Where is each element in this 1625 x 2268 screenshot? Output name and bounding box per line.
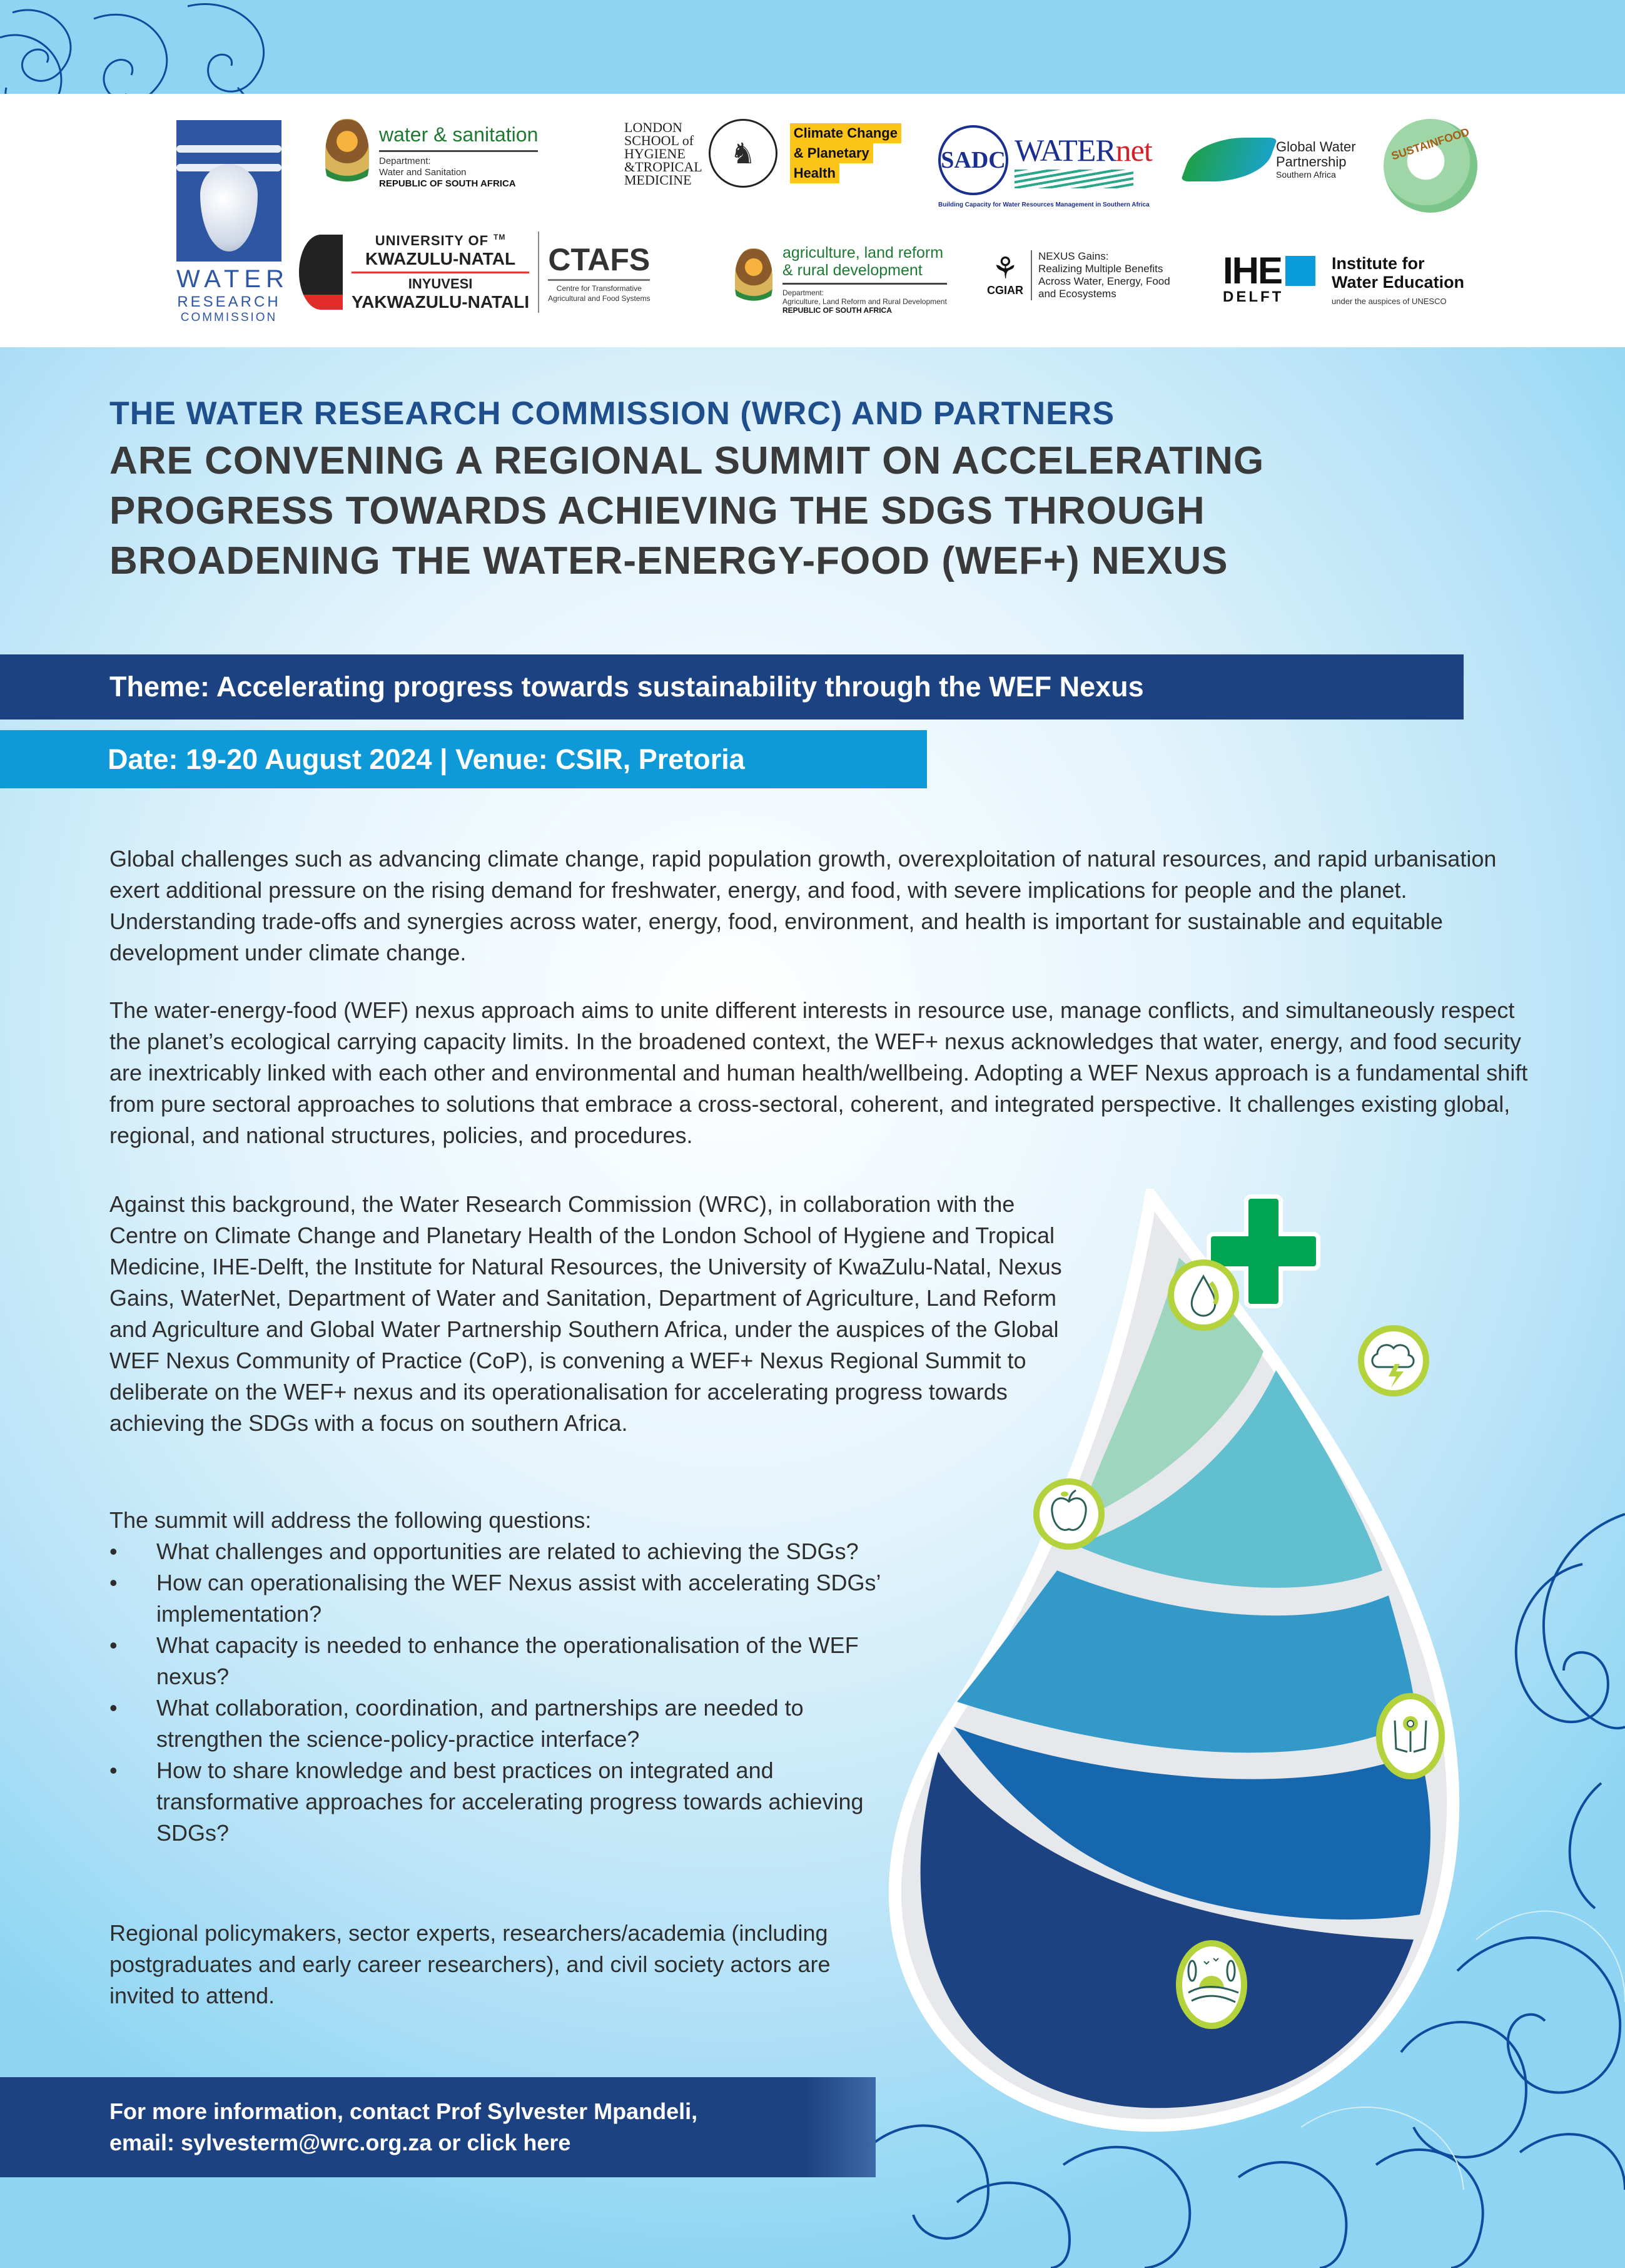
paragraph-global-challenges: Global challenges such as advancing climate change, rapid population growth, overexploitation of natural resources, and rapid urbanisation exert additional pressure on the rising demand for freshwater, energy, and food, with severe implications for people and the planet. Understanding trade-offs and synergies across water, energy, food, environment, and health is important for sustainable and equitable development under climate change. <box>109 846 1497 965</box>
list-item <box>109 1536 898 1567</box>
bullet-icon: • <box>109 1757 118 1783</box>
date-venue-banner <box>0 730 927 788</box>
ukzn-line: YAKWAZULU-NATALI <box>352 292 530 312</box>
ukzn-line: KWAZULU-NATAL <box>352 249 529 273</box>
brush-wave-icon <box>1180 138 1277 181</box>
gwp-region: Southern Africa <box>1276 170 1336 180</box>
list-item <box>109 1755 898 1849</box>
list-item <box>109 1692 898 1755</box>
landscape-icon <box>1179 1943 1244 2026</box>
dws-dept-label: Department: <box>379 156 431 166</box>
ihe-delft-logo[interactable] <box>1223 250 1465 306</box>
wrc-logo-text: WATER <box>176 265 289 293</box>
questions-intro: The summit will address the following questions: <box>109 1507 592 1533</box>
cgiar-name: CGIAR <box>987 283 1023 297</box>
partner-logo-strip <box>0 94 1625 347</box>
wheat-plant-icon: ⚘ <box>991 252 1019 285</box>
contact-text: For more information, contact Prof Sylvester Mpandeli, <box>109 2098 698 2124</box>
climate-centre-logo: Climate Change & Planetary Health <box>790 123 901 183</box>
wave-lines-icon <box>1015 170 1133 188</box>
paragraph-background: Against this background, the Water Research Commission (WRC), in collaboration with the Centre on Climate Change and Planetary Health of the London School of Hygiene and Tropical Medicine, IHE-Delft, the Institute for Natural Resources, the University of KwaZulu-Natal, Nexus Gains, WaterNet, Department of Water and Sanitation, Department of Agriculture, Land Reform and Agriculture and Global Water Partnership Southern Africa, under the auspices of the Global WEF Nexus Community of Practice (CoP), is convening a WEF+ Nexus Regional Summit to deliberate on the WEF+ nexus and its operationalisation for accelerating progress towards achieving the SDGs with a focus on southern Africa. <box>109 1191 1062 1436</box>
click-here-link[interactable]: click here <box>467 2130 571 2155</box>
wrc-logo-text: RESEARCH <box>177 293 281 310</box>
bullet-icon: • <box>109 1538 118 1564</box>
wef-nexus-drop-graphic <box>863 1189 1625 2268</box>
dws-logo[interactable] <box>325 119 538 194</box>
lshtm-logo[interactable] <box>624 119 901 188</box>
ihe-name: Institute for <box>1332 253 1425 273</box>
bullet-icon: • <box>109 1570 118 1595</box>
gwp-name: Partnership <box>1276 154 1347 170</box>
dws-dept-name: Water and Sanitation <box>379 167 467 178</box>
waternet-logo[interactable] <box>938 125 1152 208</box>
date-venue-text: Date: 19-20 August 2024 | Venue: CSIR, Pretoria <box>108 743 745 775</box>
ihe-name: Water Education <box>1332 272 1465 292</box>
question-text: What challenges and opportunities are related to achieving the SDGs? <box>156 1538 859 1564</box>
ihe-delft: DELFT <box>1223 288 1284 305</box>
dws-name: water & sanitation <box>379 123 538 152</box>
heading-title-line: PROGRESS TOWARDS ACHIEVING THE SDGS THROUGH <box>109 489 1205 532</box>
sustainfood-globe-logo[interactable] <box>1384 119 1477 213</box>
question-text: How can operationalising the WEF Nexus assist with accelerating SDGs’ implementation? <box>156 1570 881 1627</box>
gwp-name: Global Water <box>1276 139 1356 155</box>
dws-country: REPUBLIC OF SOUTH AFRICA <box>379 178 516 189</box>
page-heading <box>109 391 1548 586</box>
apple-icon <box>1036 1482 1101 1547</box>
contact-email-line <box>109 2127 876 2159</box>
wrc-drop-icon <box>176 120 281 262</box>
bullet-icon: • <box>109 1695 118 1721</box>
ukzn-shield-icon <box>299 235 343 310</box>
dalrrd-logo[interactable] <box>735 244 947 315</box>
coat-of-arms-icon <box>735 248 772 311</box>
heading-title-line: ARE CONVENING A REGIONAL SUMMIT ON ACCELERATING <box>109 439 1265 482</box>
lshtm-text: LONDON SCHOOL of HYGIENE &TROPICAL MEDICINE <box>624 119 702 188</box>
gwp-logo[interactable] <box>1188 138 1356 181</box>
ctafs-sub: Centre for Transformative <box>556 283 642 293</box>
ukzn-logo[interactable] <box>299 231 651 313</box>
dalrrd-dept-label: Department: <box>782 288 824 297</box>
question-text: What capacity is needed to enhance the operationalisation of the WEF nexus? <box>156 1632 859 1689</box>
question-text: How to share knowledge and best practices on integrated and transformative approaches for accelerating progress towards achieving SDGs? <box>156 1757 864 1846</box>
wrc-logo-text: COMMISSION <box>180 311 278 324</box>
ctafs-title: CTAFS <box>548 242 650 281</box>
list-item <box>109 1630 898 1692</box>
ihe-mark: IHE <box>1223 250 1282 292</box>
dalrrd-country: REPUBLIC OF SOUTH AFRICA <box>782 306 892 315</box>
ihe-tagline: under the auspices of UNESCO <box>1332 296 1447 306</box>
dalrrd-name: agriculture, land reform <box>782 244 944 262</box>
sustainfood-name: SUSTAINFOOD <box>1390 125 1471 163</box>
heading-title-line: BROADENING THE WATER-ENERGY-FOOD (WEF+) NEXUS <box>109 539 1228 582</box>
questions-list <box>109 1536 898 1849</box>
waternet-tagline: Building Capacity for Water Resources Management in Southern Africa <box>938 201 1150 208</box>
water-drop-icon <box>1171 1263 1236 1328</box>
horse-chariot-seal-icon: ♞ <box>709 119 777 188</box>
list-item <box>109 1567 898 1630</box>
paragraph-wef-nexus: The water-energy-food (WEF) nexus approach aims to unite different interests in resource use, manage conflicts, and simultaneously respect the planet’s ecological carrying capacity limits. In the broadened context, the WEF+ nexus acknowledges that water, energy, and food security are inextricably linked with each other and environmental and human health/wellbeing. Adopting a WEF Nexus approach is a fundamental shift from pure sectoral approaches to solutions that embrace a cross-sectoral, coherent, and integrated perspective. It challenges existing global, regional, and national structures, policies, and procedures. <box>109 997 1528 1148</box>
nexus-gains-text: NEXUS Gains: Realizing Multiple Benefits Across Water, Energy, Food and Ecosystems <box>1031 250 1170 300</box>
hands-flower-icon <box>1379 1696 1442 1776</box>
blue-square-icon <box>1285 256 1315 286</box>
divider <box>538 231 539 313</box>
coat-of-arms-icon <box>325 119 369 194</box>
paragraph-invitation: Regional policymakers, sector experts, researchers/academia (including postgraduates and early career researchers), and civil society actors are invited to attend. <box>109 1920 831 2008</box>
ukzn-line: UNIVERSITY OF <box>375 232 489 248</box>
cgiar-nexus-gains-logo[interactable] <box>987 250 1170 300</box>
ctafs-sub: Agricultural and Food Systems <box>548 293 651 303</box>
theme-text: Theme: Accelerating progress towards sustainability through the WEF Nexus <box>109 671 1144 703</box>
theme-banner <box>0 654 1464 720</box>
sadc-seal-icon: SADC <box>938 125 1008 195</box>
dalrrd-name: & rural development <box>782 262 947 285</box>
dalrrd-dept-name: Agriculture, Land Reform and Rural Development <box>782 297 947 306</box>
ukzn-line: INYUVESI <box>408 275 473 292</box>
wrc-logo[interactable] <box>176 120 289 327</box>
ctafs-logo[interactable] <box>548 242 650 303</box>
question-text: What collaboration, coordination, and partnerships are needed to strengthen the science-policy-practice interface? <box>156 1695 804 1752</box>
top-band <box>0 0 1625 94</box>
cloud-lightning-icon <box>1361 1328 1426 1393</box>
contact-email[interactable]: email: sylvesterm@wrc.org.za or <box>109 2130 467 2155</box>
heading-subtitle: THE WATER RESEARCH COMMISSION (WRC) AND PARTNERS <box>109 395 1115 432</box>
bullet-icon: • <box>109 1632 118 1658</box>
waternet-title: WATERnet <box>1015 133 1152 168</box>
contact-banner <box>0 2077 876 2177</box>
trademark: TM <box>494 232 506 242</box>
